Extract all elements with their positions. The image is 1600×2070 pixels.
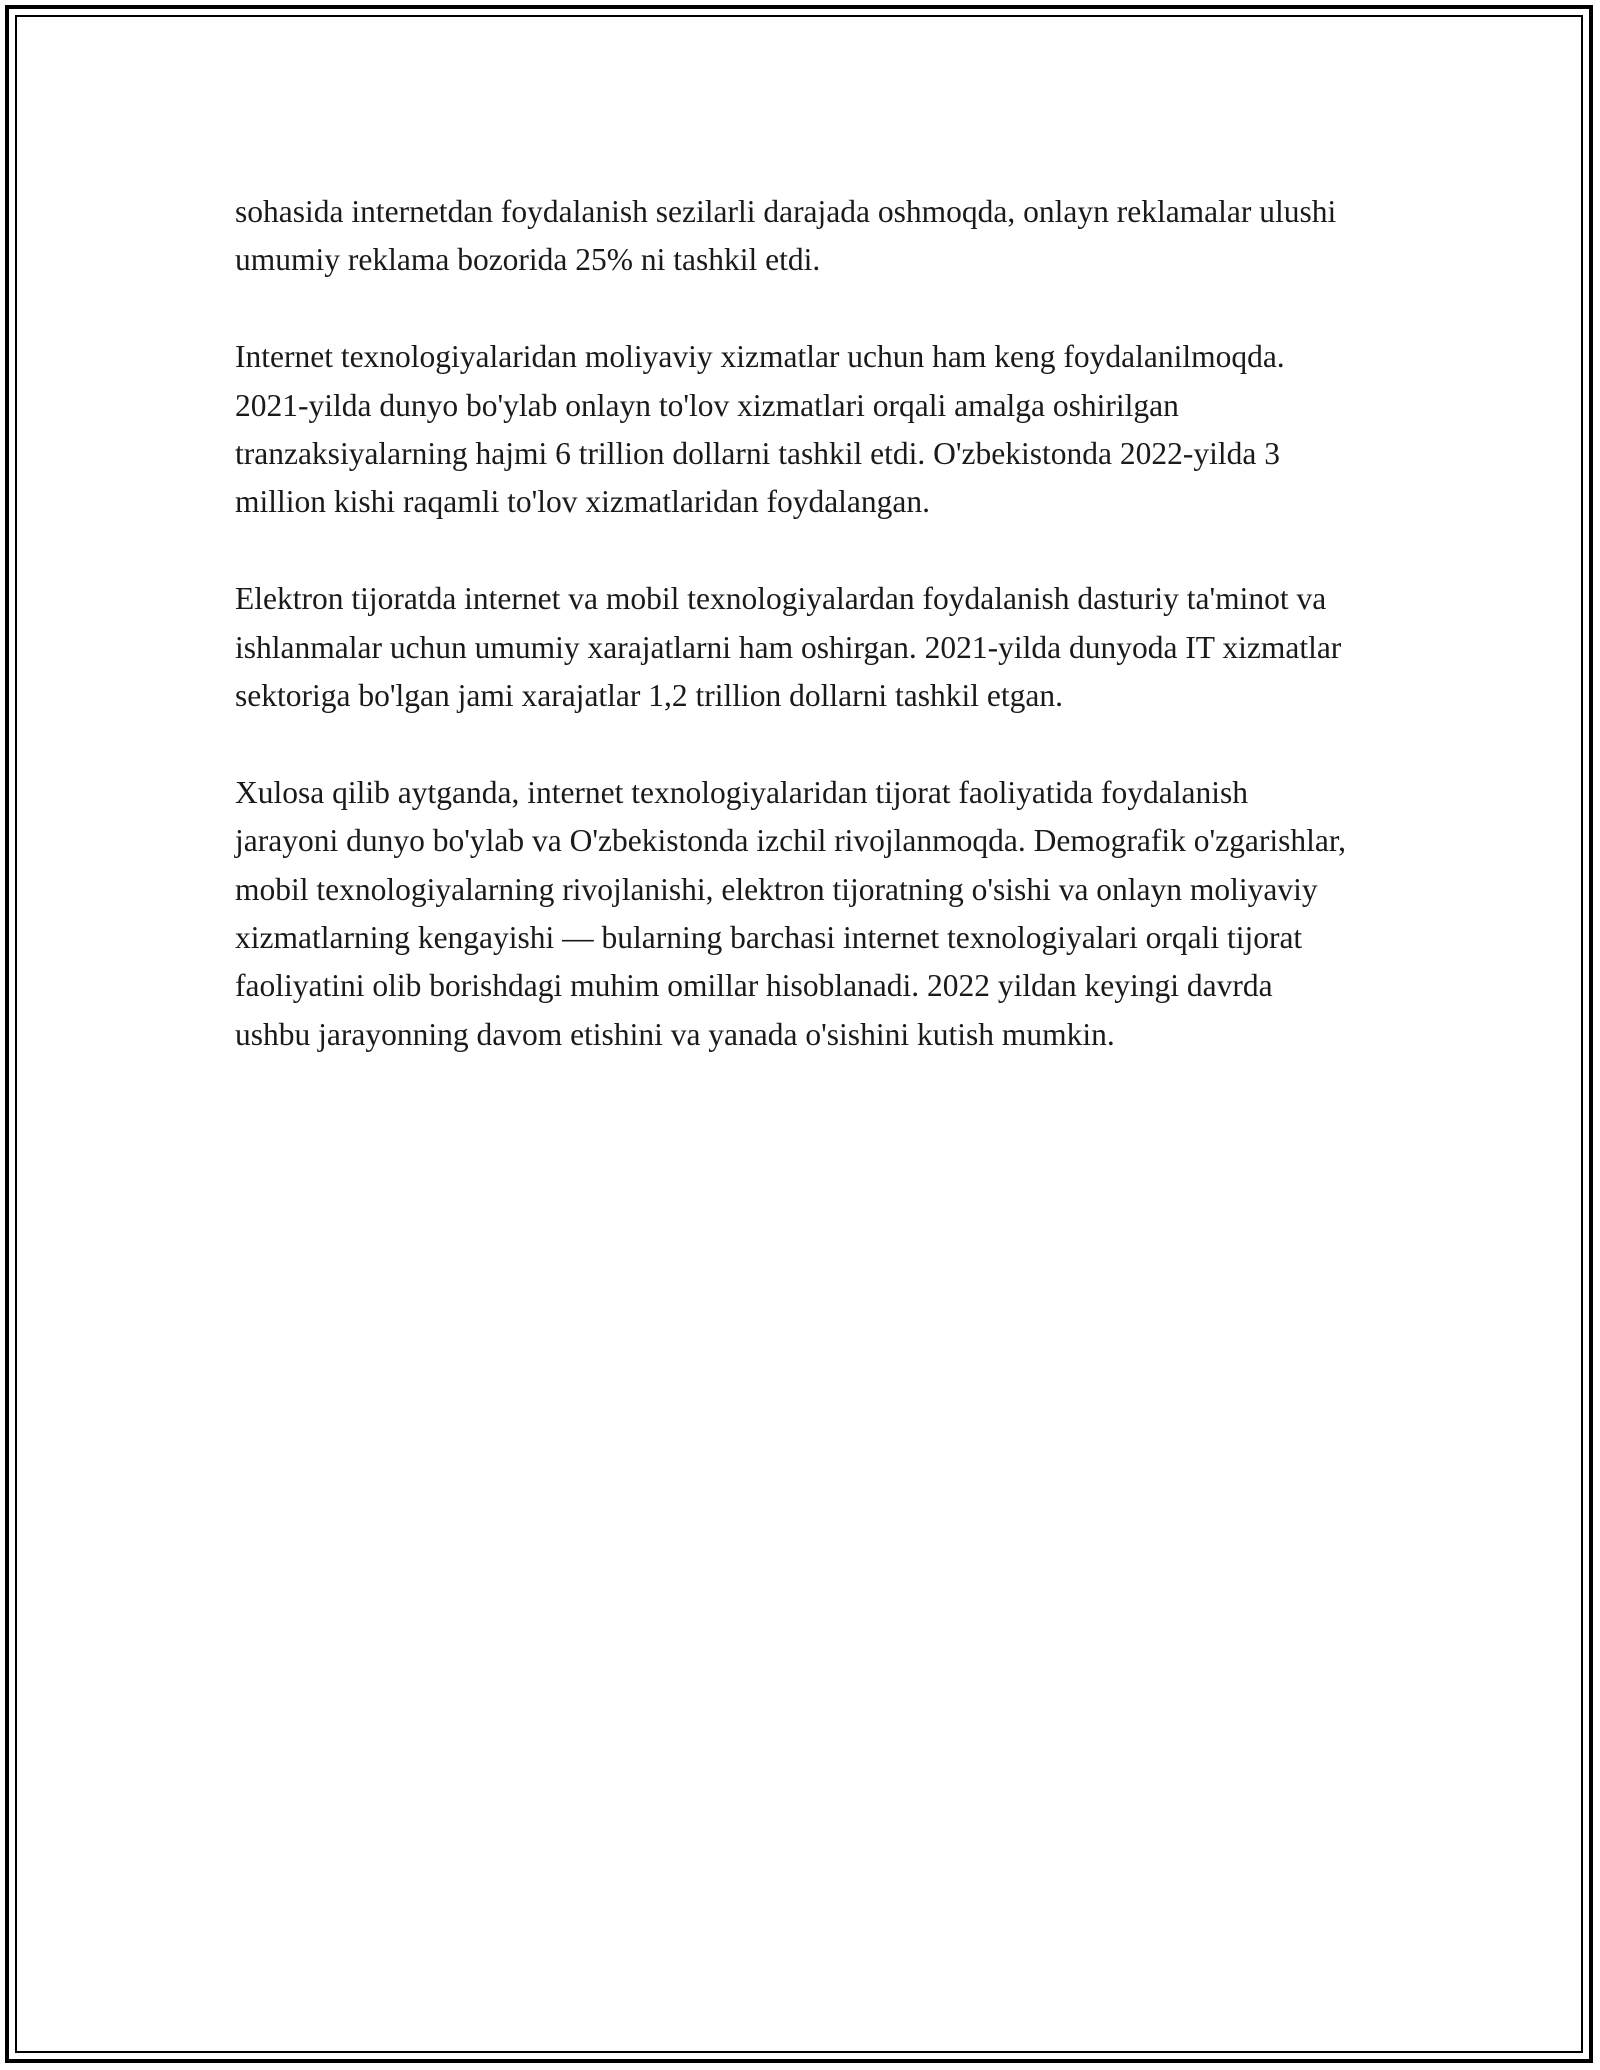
paragraph-it-spending: Elektron tijoratda internet va mobil texnologiyalardan foydalanish dasturiy ta'minot va ishlanmalar uchun umumiy xarajatlarni ham oshirgan. 2021-yilda dunyoda IT xizmatlar sektoriga bo'lgan jami xarajatlar 1,2 trillion dollarni tashkil etgan. <box>235 581 1342 714</box>
paragraph-online-advertising: sohasida internetdan foydalanish sezilarli darajada oshmoqda, onlayn reklamalar ulushi umumiy reklama bozorida 25% ni tashkil etdi. <box>235 194 1337 278</box>
paragraph-conclusion: Xulosa qilib aytganda, internet texnologiyalaridan tijorat faoliyatida foydalanish jarayoni dunyo bo'ylab va O'zbekistonda izchil rivojlanmoqda. Demografik o'zgarishlar, mobil texnologiyalarning rivojlanishi, elektron tijoratning o'sishi va onlayn moliyaviy xizmatlarning kengayishi — bularning barchasi internet texnologiyalari orqali tijorat faoliyatini olib borishdagi muhim omillar hisoblanadi. 2022 yildan keyingi davrda ushbu jarayonning davom etishini va yanada o'sishini kutish mumkin. <box>235 774 1346 1052</box>
paragraph-financial-services: Internet texnologiyalaridan moliyaviy xizmatlar uchun ham keng foydalanilmoqda. 2021-yilda dunyo bo'ylab onlayn to'lov xizmatlari orqali amalga oshirilgan tranzaksiyalarning hajmi 6 trillion dollarni tashkil etdi. O'zbekistonda 2022-yilda 3 million kishi raqamli to'lov xizmatlaridan foydalangan. <box>235 339 1285 520</box>
document-body <box>235 188 1355 1108</box>
